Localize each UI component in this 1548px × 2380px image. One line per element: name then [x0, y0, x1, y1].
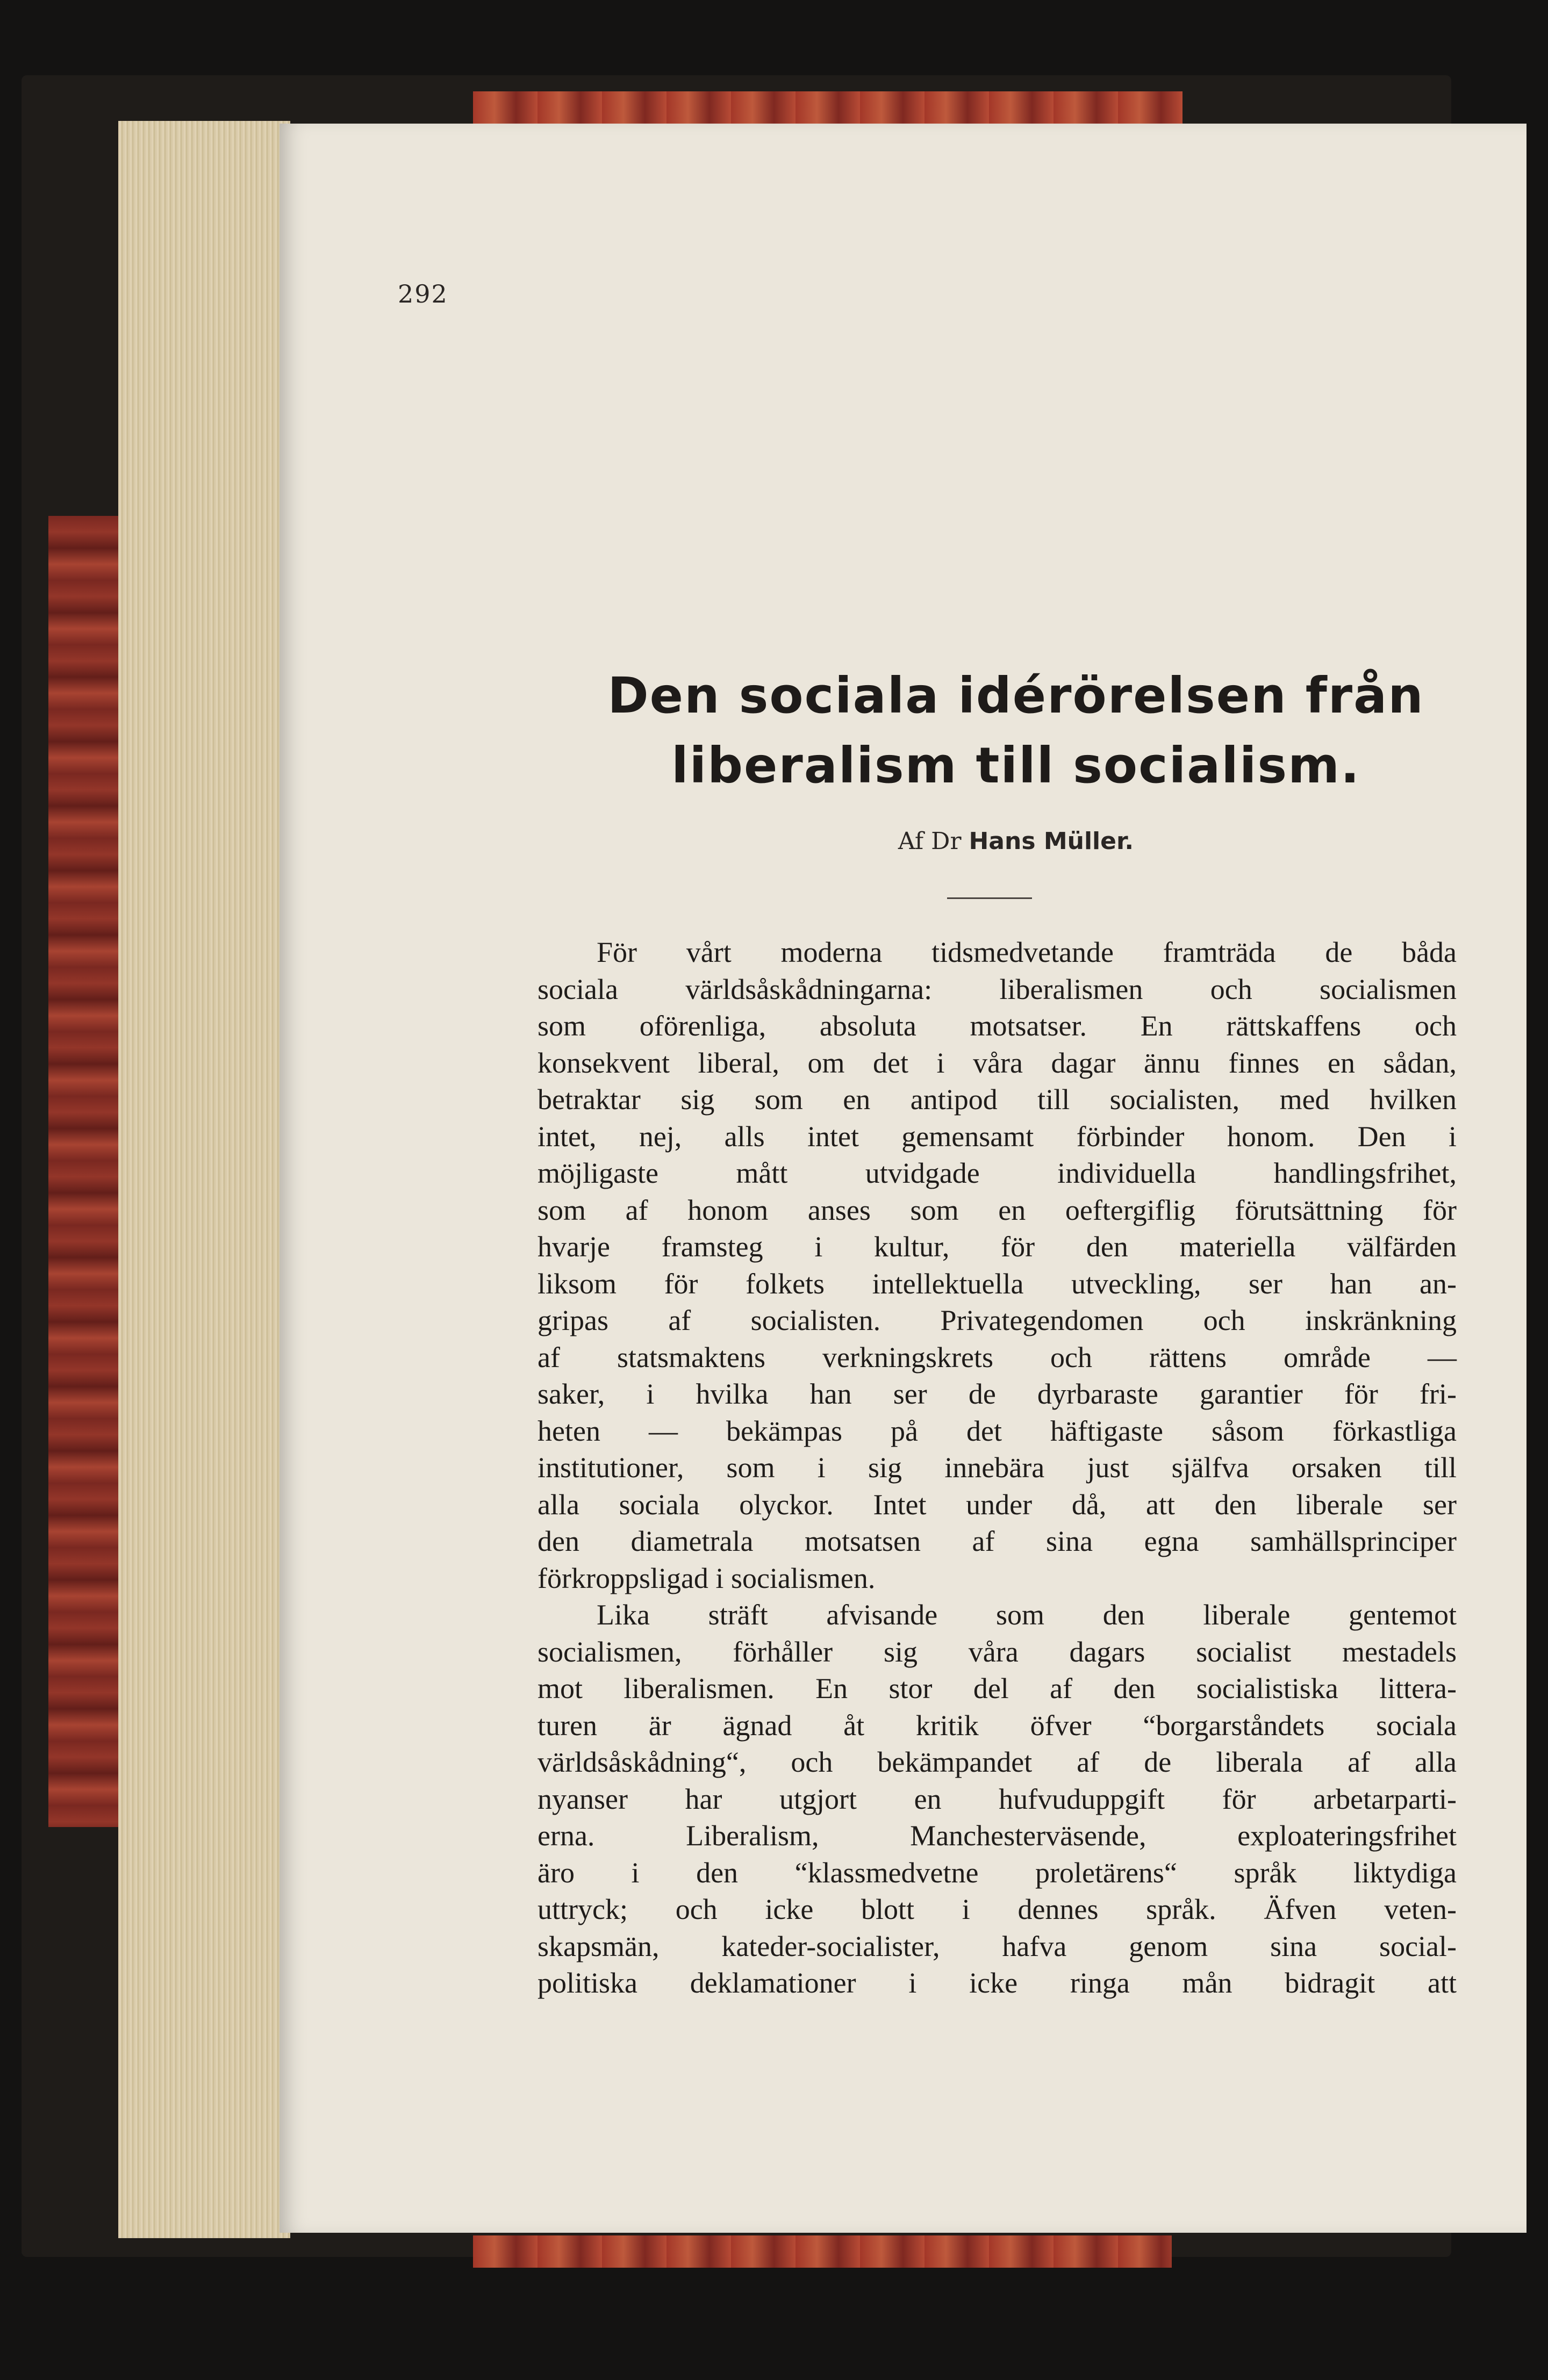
- page-number: 292: [398, 279, 448, 308]
- author-prefix: Af Dr: [898, 828, 962, 855]
- text-line: heten — bekämpas på det häftigaste såsom förkastliga: [538, 1414, 1457, 1447]
- text-line: socialismen, förhåller sig våra dagars socialist mestadels: [538, 1635, 1457, 1668]
- text-line: saker, i hvilka han ser de dyrbaraste garantier för fri-: [538, 1378, 1457, 1410]
- text-line: den diametrala motsatsen af sina egna samhällsprinciper: [538, 1525, 1457, 1557]
- text-line: alla sociala olyckor. Intet under då, att den liberale ser: [538, 1488, 1457, 1521]
- page-stack: [118, 121, 290, 2238]
- text-line: uttryck; och icke blott i dennes språk. Äfven veten-: [538, 1893, 1457, 1925]
- text-line: mot liberalismen. En stor del af den socialistiska littera-: [538, 1672, 1457, 1705]
- text-line: liksom för folkets intellektuella utveckling, ser han an-: [538, 1267, 1457, 1300]
- title-line-2: liberalism till socialism.: [671, 737, 1360, 794]
- text-line: turen är ägnad åt kritik öfver “borgarståndets sociala: [538, 1709, 1457, 1742]
- title-line-1: Den sociala idérörelsen från: [607, 667, 1424, 724]
- paragraph-1: [538, 934, 1457, 1597]
- text-line: sociala världsåskådningarna: liberalismen och socialismen: [538, 973, 1457, 1005]
- text-line: erna. Liberalism, Manchesterväsende, exploateringsfrihet: [538, 1820, 1457, 1852]
- article-title: [559, 661, 1473, 801]
- text-line: som oförenliga, absoluta motsatser. En rättskaffens och: [538, 1010, 1457, 1042]
- text-line: skapsmän, kateder-socialister, hafva genom sina social-: [538, 1930, 1457, 1962]
- text-line: institutioner, som i sig innebära just själfva orsaken till: [538, 1451, 1457, 1484]
- text-line: intet, nej, alls intet gemensamt förbinder honom. Den i: [538, 1120, 1457, 1153]
- text-line: politiska deklamationer i icke ringa mån bidragit att: [538, 1967, 1457, 1999]
- text-line: förkroppsligad i socialismen.: [538, 1562, 876, 1594]
- text-line: äro i den “klassmedvetne proletärens“ språk liktydiga: [538, 1856, 1457, 1889]
- marbled-edge-bottom: [473, 2235, 1172, 2268]
- text-line: världsåskådning“, och bekämpandet af de liberala af alla: [538, 1746, 1457, 1778]
- marbled-edge-left: [48, 516, 118, 1827]
- paragraph-2: [538, 1597, 1457, 2002]
- text-line: Lika sträft afvisande som den liberale gentemot: [597, 1599, 1457, 1631]
- text-line: gripas af socialisten. Privategendomen och inskränkning: [538, 1304, 1457, 1336]
- body-text: [538, 934, 1457, 2002]
- text-line: hvarje framsteg i kultur, för den materiella välfärden: [538, 1231, 1457, 1263]
- text-line: af statsmaktens verkningskrets och rättens område —: [538, 1341, 1457, 1374]
- text-line: konsekvent liberal, om det i våra dagar ännu finnes en sådan,: [538, 1046, 1457, 1079]
- text-line: För vårt moderna tidsmedvetande framträda de båda: [597, 936, 1457, 968]
- author-byline: [559, 828, 1473, 855]
- text-line: nyanser har utgjort en hufvuduppgift för arbetarparti-: [538, 1782, 1457, 1815]
- text-line: möjligaste mått utvidgade individuella handlingsfrihet,: [538, 1157, 1457, 1189]
- text-line: som af honom anses som en oeftergiflig förutsättning för: [538, 1193, 1457, 1226]
- author-name: Hans Müller.: [969, 828, 1134, 855]
- title-divider: [947, 897, 1032, 899]
- text-line: betraktar sig som en antipod till socialisten, med hvilken: [538, 1083, 1457, 1116]
